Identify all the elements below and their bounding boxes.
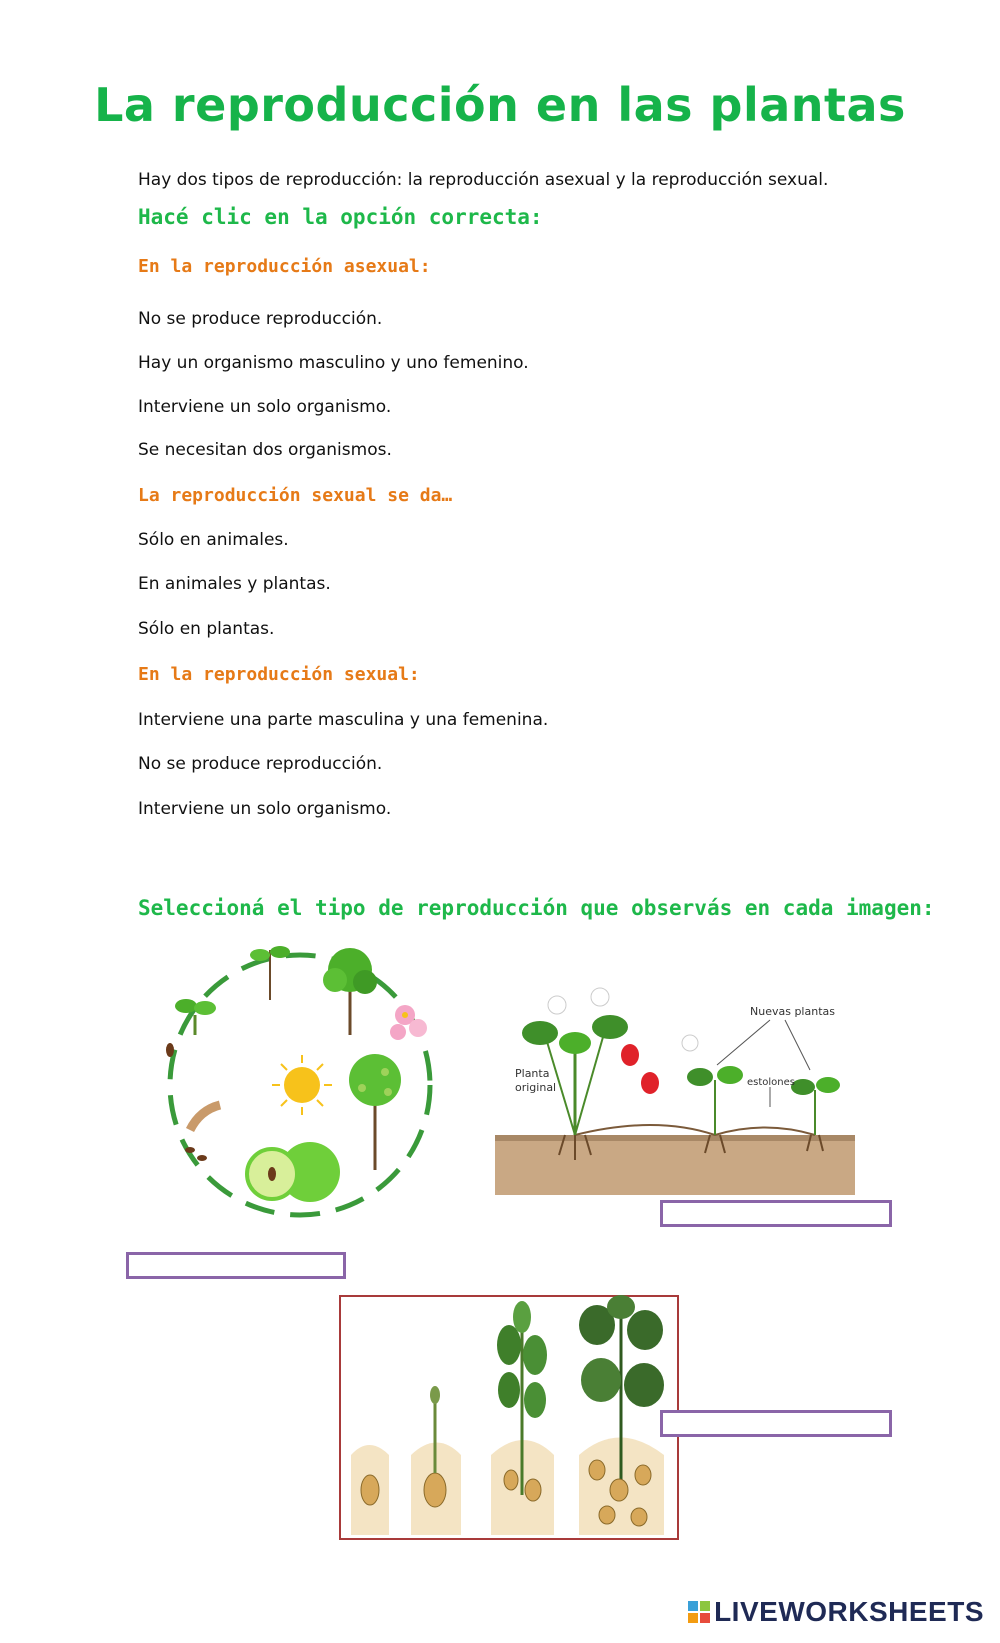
- label-runners: estolones: [747, 1077, 795, 1088]
- label-original-2: original: [515, 1081, 557, 1094]
- strawberry-runners-image: [485, 985, 855, 1215]
- label-original-1: Planta: [515, 1067, 550, 1080]
- q1-option-4[interactable]: Se necesitan dos organismos.: [138, 440, 392, 460]
- instruction-select: Seleccioná el tipo de reproducción que observás en cada imagen:: [138, 896, 935, 920]
- brand-name: LIVEWORKSHEETS: [714, 1596, 984, 1627]
- q1-option-2[interactable]: Hay un organismo masculino y uno femenino.: [138, 353, 529, 373]
- q2-option-2[interactable]: En animales y plantas.: [138, 574, 331, 594]
- q3-option-2[interactable]: No se produce reproducción.: [138, 754, 383, 774]
- q1-option-3[interactable]: Interviene un solo organismo.: [138, 397, 392, 417]
- intro-text: Hay dos tipos de reproducción: la reproducción asexual y la reproducción sexual.: [138, 170, 829, 190]
- plant-life-cycle-image: [150, 940, 450, 1240]
- young-tree-icon: [323, 948, 377, 1035]
- fruit-tree-icon: [349, 1054, 401, 1170]
- page-title: La reproducción en las plantas: [94, 78, 906, 132]
- liveworksheets-logo: [688, 1595, 984, 1629]
- sun-icon: [272, 1055, 332, 1115]
- question-2-heading: La reproducción sexual se da…: [138, 485, 453, 506]
- label-new-plants: Nuevas plantas: [750, 1005, 835, 1018]
- liveworksheets-icon: [688, 1601, 710, 1623]
- q3-option-3[interactable]: Interviene un solo organismo.: [138, 799, 392, 819]
- q2-option-1[interactable]: Sólo en animales.: [138, 530, 289, 550]
- answer-box-life-cycle[interactable]: [126, 1252, 346, 1279]
- q3-option-1[interactable]: Interviene una parte masculina y una femenina.: [138, 710, 549, 730]
- q2-option-3[interactable]: Sólo en plantas.: [138, 619, 275, 639]
- potato-tubers-image: [339, 1295, 679, 1540]
- seedling-icon: [250, 946, 290, 1000]
- answer-box-strawberry[interactable]: [660, 1200, 892, 1227]
- instruction-click: Hacé clic en la opción correcta:: [138, 205, 543, 229]
- question-3-heading: En la reproducción sexual:: [138, 664, 420, 685]
- flowers-icon: [390, 1005, 427, 1040]
- apple-icon: [247, 1142, 340, 1202]
- answer-box-potato[interactable]: [660, 1410, 892, 1437]
- potato-stage-1-icon: [361, 1475, 379, 1505]
- q1-option-1[interactable]: No se produce reproducción.: [138, 309, 383, 329]
- question-1-heading: En la reproducción asexual:: [138, 256, 431, 277]
